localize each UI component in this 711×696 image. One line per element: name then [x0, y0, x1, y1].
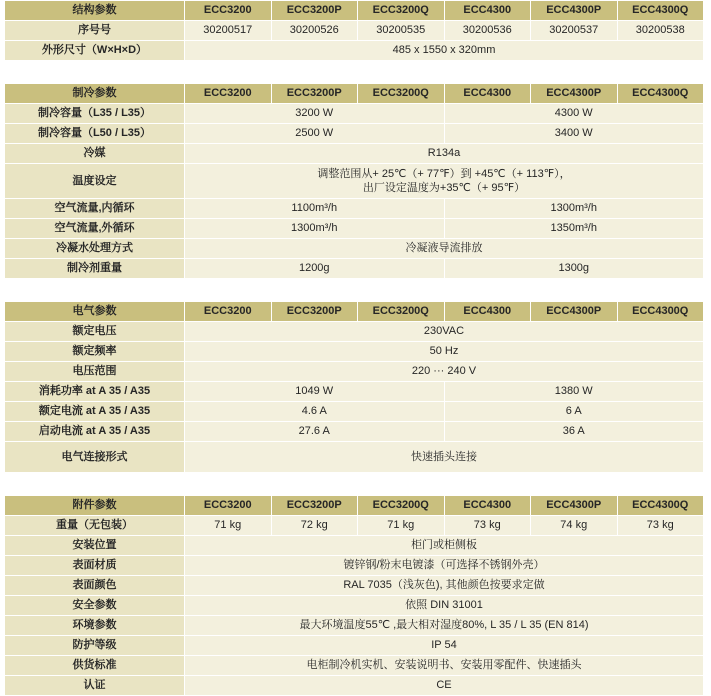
model-header-ecc4300p: ECC4300P: [531, 84, 618, 104]
row-label: 冷媒: [5, 144, 185, 164]
model-header-ecc3200: ECC3200: [185, 84, 272, 104]
table-row: [5, 402, 704, 422]
table-row: [5, 362, 704, 382]
cell-value: 依照 DIN 31001: [185, 596, 704, 616]
model-header-ecc3200q: ECC3200Q: [358, 496, 445, 516]
table-row: [5, 104, 704, 124]
cell-value: 冷凝液导流排放: [185, 239, 704, 259]
spec-table-structure: [4, 0, 704, 61]
cell-value: CE: [185, 676, 704, 696]
model-header-ecc3200q: ECC3200Q: [358, 1, 445, 21]
model-header-ecc3200p: ECC3200P: [271, 302, 358, 322]
cell-value: 6 A: [444, 402, 704, 422]
cell-value: 镀锌钢/粉末电镀漆（可选择不锈钢外壳）: [185, 556, 704, 576]
cell-value: 74 kg: [531, 516, 618, 536]
table-row: [5, 636, 704, 656]
table-row: [5, 164, 704, 199]
model-header-ecc3200q: ECC3200Q: [358, 302, 445, 322]
row-label: 温度设定: [5, 164, 185, 199]
table-row: [5, 616, 704, 636]
row-label: 认证: [5, 676, 185, 696]
table-row: [5, 239, 704, 259]
temperature-range-line1: 调整范围从+ 25℃（+ 77℉）到 +45℃（+ 113℉），: [317, 168, 571, 180]
row-label: 外形尺寸（W×H×D）: [5, 41, 185, 61]
cell-value: 30200536: [444, 21, 531, 41]
row-label: 表面材质: [5, 556, 185, 576]
cell-value: 36 A: [444, 422, 704, 442]
table-header-row: [5, 1, 704, 21]
cell-value: 1300m³/h: [444, 199, 704, 219]
spec-table-accessories: [4, 495, 704, 696]
cell-value: 1200g: [185, 259, 445, 279]
table-row: [5, 342, 704, 362]
row-label: 启动电流 at A 35 / A35: [5, 422, 185, 442]
model-header-ecc4300q: ECC4300Q: [617, 1, 704, 21]
cell-value: 1380 W: [444, 382, 704, 402]
model-header-ecc3200p: ECC3200P: [271, 496, 358, 516]
cell-value: 50 Hz: [185, 342, 704, 362]
cell-value: 最大环境温度55℃ ,最大相对湿度80%, L 35 / L 35 (EN 814): [185, 616, 704, 636]
cell-value: R134a: [185, 144, 704, 164]
spec-table-electrical: [4, 301, 704, 473]
table-row: [5, 199, 704, 219]
table-row: [5, 596, 704, 616]
row-label: 额定电流 at A 35 / A35: [5, 402, 185, 422]
model-header-ecc3200: ECC3200: [185, 1, 272, 21]
table-row: [5, 259, 704, 279]
cell-value: 230VAC: [185, 322, 704, 342]
row-label: 冷凝水处理方式: [5, 239, 185, 259]
row-label: 防护等级: [5, 636, 185, 656]
model-header-ecc4300p: ECC4300P: [531, 1, 618, 21]
model-header-ecc4300p: ECC4300P: [531, 496, 618, 516]
table-header-label: 电气参数: [5, 302, 185, 322]
row-label: 电气连接形式: [5, 442, 185, 473]
cell-value: 1049 W: [185, 382, 445, 402]
row-label: 表面颜色: [5, 576, 185, 596]
cell-value: 4.6 A: [185, 402, 445, 422]
model-header-ecc4300: ECC4300: [444, 84, 531, 104]
table-row: [5, 382, 704, 402]
table-header-label: 制冷参数: [5, 84, 185, 104]
cell-value-multiline: [185, 164, 704, 199]
table-header-label: 结构参数: [5, 1, 185, 21]
row-label: 安全参数: [5, 596, 185, 616]
row-label: 空气流量,内循环: [5, 199, 185, 219]
row-label: 序号号: [5, 21, 185, 41]
cell-value: 30200526: [271, 21, 358, 41]
cell-value: 4300 W: [444, 104, 704, 124]
model-header-ecc3200: ECC3200: [185, 302, 272, 322]
cell-value: 71 kg: [358, 516, 445, 536]
row-label: 安装位置: [5, 536, 185, 556]
model-header-ecc4300: ECC4300: [444, 1, 531, 21]
model-header-ecc4300p: ECC4300P: [531, 302, 618, 322]
model-header-ecc4300q: ECC4300Q: [617, 302, 704, 322]
table-header-row: [5, 302, 704, 322]
table-row: [5, 442, 704, 473]
row-label: 制冷容量（L50 / L35）: [5, 124, 185, 144]
spec-table-cooling: [4, 83, 704, 279]
table-row: [5, 516, 704, 536]
cell-value: IP 54: [185, 636, 704, 656]
cell-value: 73 kg: [617, 516, 704, 536]
model-header-ecc3200p: ECC3200P: [271, 1, 358, 21]
cell-value: 电柜制冷机实机、安装说明书、安装用零配件、快速插头: [185, 656, 704, 676]
cell-value: 3400 W: [444, 124, 704, 144]
row-label: 额定电压: [5, 322, 185, 342]
row-label: 电压范围: [5, 362, 185, 382]
model-header-ecc4300: ECC4300: [444, 302, 531, 322]
table-row: [5, 21, 704, 41]
table-header-row: [5, 84, 704, 104]
cell-value: 27.6 A: [185, 422, 445, 442]
table-header-row: [5, 496, 704, 516]
table-row: [5, 656, 704, 676]
model-header-ecc3200q: ECC3200Q: [358, 84, 445, 104]
cell-value: 72 kg: [271, 516, 358, 536]
model-header-ecc4300: ECC4300: [444, 496, 531, 516]
table-row: [5, 676, 704, 696]
cell-value: 30200538: [617, 21, 704, 41]
temperature-range-line2: 出厂设定温度为+35℃（+ 95℉）: [362, 182, 526, 194]
row-label: 重量（无包装）: [5, 516, 185, 536]
cell-value: 柜门或柜侧板: [185, 536, 704, 556]
cell-value: 2500 W: [185, 124, 445, 144]
cell-value: 485 x 1550 x 320mm: [185, 41, 704, 61]
row-label: 制冷容量（L35 / L35）: [5, 104, 185, 124]
cell-value: 71 kg: [185, 516, 272, 536]
table-row: [5, 422, 704, 442]
row-label: 环境参数: [5, 616, 185, 636]
model-header-ecc4300q: ECC4300Q: [617, 496, 704, 516]
table-header-label: 附件参数: [5, 496, 185, 516]
table-row: [5, 41, 704, 61]
cell-value: 1100m³/h: [185, 199, 445, 219]
table-row: [5, 322, 704, 342]
table-row: [5, 219, 704, 239]
cell-value: 3200 W: [185, 104, 445, 124]
row-label: 空气流量,外循环: [5, 219, 185, 239]
cell-value: 30200517: [185, 21, 272, 41]
table-row: [5, 556, 704, 576]
row-label: 供货标准: [5, 656, 185, 676]
row-label: 制冷剂重量: [5, 259, 185, 279]
cell-value: 73 kg: [444, 516, 531, 536]
row-label: 额定频率: [5, 342, 185, 362]
table-row: [5, 144, 704, 164]
table-row: [5, 536, 704, 556]
model-header-ecc3200p: ECC3200P: [271, 84, 358, 104]
row-label: 消耗功率 at A 35 / A35: [5, 382, 185, 402]
table-row: [5, 124, 704, 144]
cell-value: 1350m³/h: [444, 219, 704, 239]
cell-value: 快速插头连接: [185, 442, 704, 473]
table-row: [5, 576, 704, 596]
cell-value: 220 ··· 240 V: [185, 362, 704, 382]
cell-value: 1300m³/h: [185, 219, 445, 239]
model-header-ecc3200: ECC3200: [185, 496, 272, 516]
cell-value: 30200535: [358, 21, 445, 41]
model-header-ecc4300q: ECC4300Q: [617, 84, 704, 104]
cell-value: 30200537: [531, 21, 618, 41]
cell-value: 1300g: [444, 259, 704, 279]
cell-value: RAL 7035（浅灰色), 其他颜色按要求定做: [185, 576, 704, 596]
